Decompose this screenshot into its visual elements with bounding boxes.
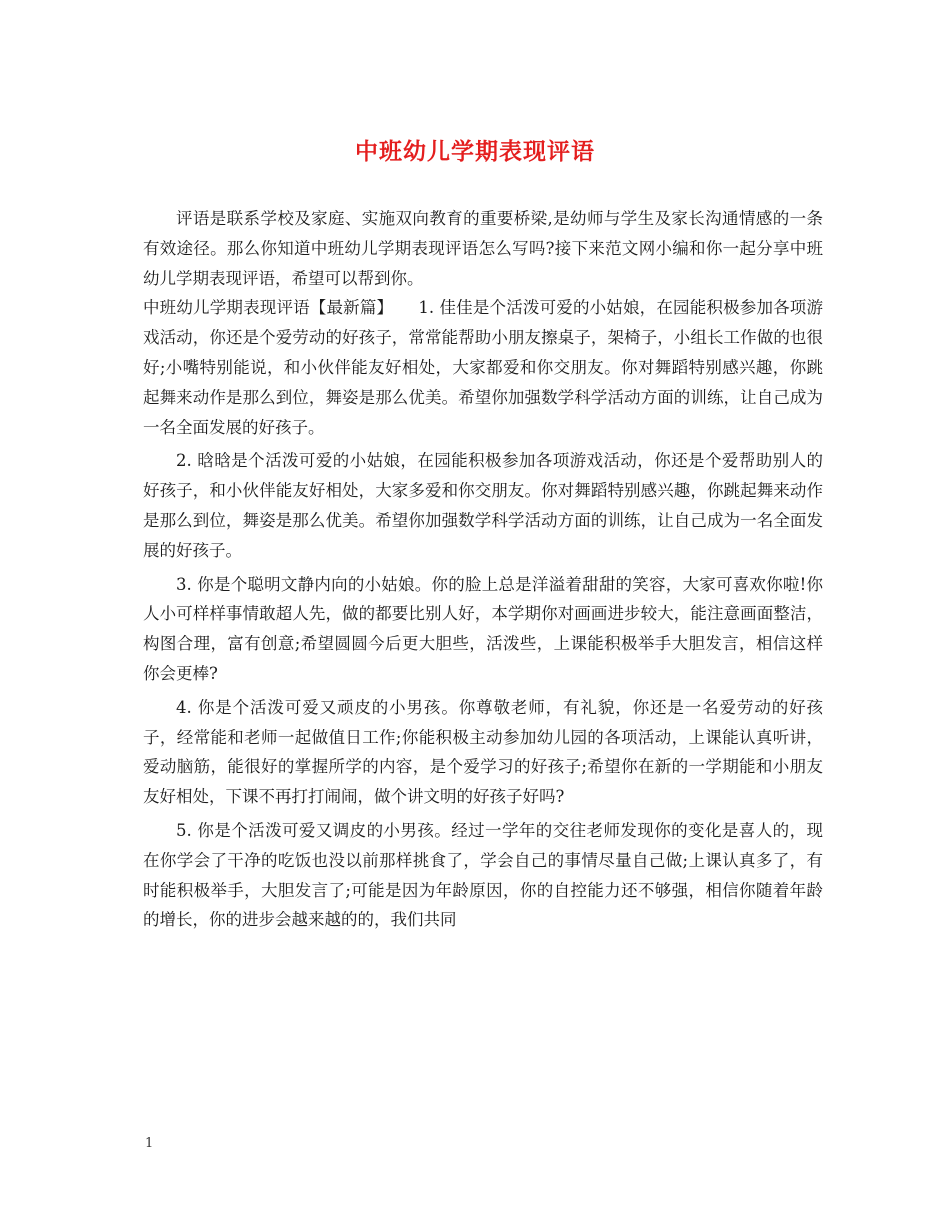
comment-paragraph-4: 4. 你是个活泼可爱又顽皮的小男孩。你尊敬老师，有礼貌，你还是一名爱劳动的好孩子，经常能和老师一起做值日工作;你能积极主动参加幼儿园的各项活动，上课能认真听讲，爱动脑筋，能很好的掌握所学的内容，是个爱学习的好孩子;希望你在新的一学期能和小朋友友好相处，下课不再打打闹闹，做个讲文明的好孩子好吗? — [143, 697, 823, 807]
comment-paragraph-1: 中班幼儿学期表现评语【最新篇】 1. 佳佳是个活泼可爱的小姑娘，在园能积极参加各项游戏活动，你还是个爱劳动的好孩子，常常能帮助小朋友擦桌子，架椅子，小组长工作做的也很好;小嘴特别能说，和小伙伴能友好相处，大家都爱和你交朋友。你对舞蹈特别感兴趣，你跳起舞来动作是那么到位，舞姿是那么优美。希望你加强数学科学活动方面的训练，让自己成为一名全面发展的好孩子。 — [143, 298, 823, 437]
comment-paragraph-3: 3. 你是个聪明文静内向的小姑娘。你的脸上总是洋溢着甜甜的笑容，大家可喜欢你啦!你人小可样样事情敢超人先，做的都要比别人好，本学期你对画画进步较大，能注意画面整洁，构图合理，富有创意;希望圆圆今后更大胆些，活泼些，上课能积极举手大胆发言，相信这样你会更棒? — [143, 574, 823, 683]
document-body — [143, 204, 823, 935]
page-number: 1 — [145, 1136, 154, 1151]
intro-paragraph: 评语是联系学校及家庭、实施双向教育的重要桥梁,是幼师与学生及家长沟通情感的一条有效途径。那么你知道中班幼儿学期表现评语怎么写吗?接下来范文网小编和你一起分享中班幼儿学期表现评语，希望可以帮到你。 — [143, 209, 823, 288]
comment-paragraph-2: 2. 晗晗是个活泼可爱的小姑娘，在园能积极参加各项游戏活动，你还是个爱帮助别人的好孩子，和小伙伴能友好相处，大家多爱和你交朋友。你对舞蹈特别感兴趣，你跳起舞来动作是那么到位，舞姿是那么优美。希望你加强数学科学活动方面的训练，让自己成为一名全面发展的好孩子。 — [143, 451, 823, 560]
comment-paragraph-5: 5. 你是个活泼可爱又调皮的小男孩。经过一学年的交往老师发现你的变化是喜人的，现在你学会了干净的吃饭也没以前那样挑食了，学会自己的事情尽量自己做;上课认真多了，有时能积极举手，大胆发言了;可能是因为年龄原因，你的自控能力还不够强，相信你随着年龄的增长，你的进步会越来越的的，我们共同 — [143, 820, 823, 930]
document-title: 中班幼儿学期表现评语 — [355, 138, 595, 165]
